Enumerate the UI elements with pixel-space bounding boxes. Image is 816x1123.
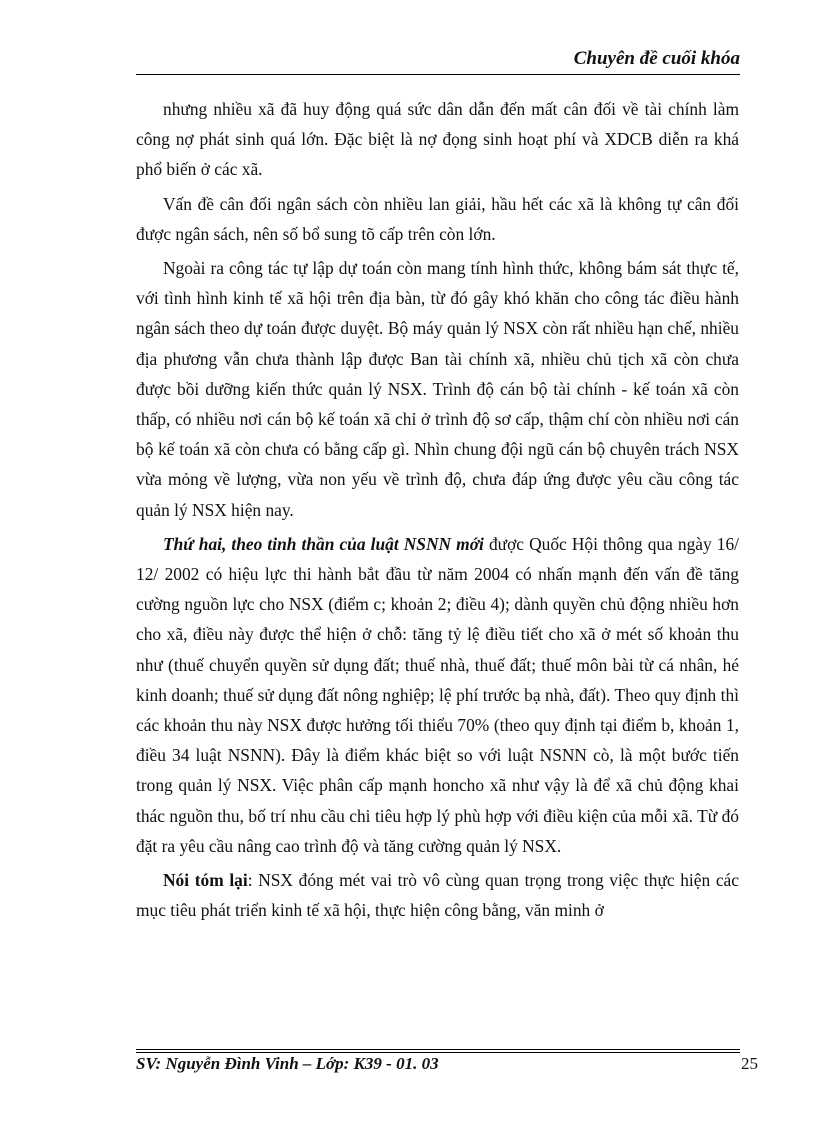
paragraph-text: Ngoài ra công tác tự lập dự toán còn mang tính hình thức, không bám sát thực tế, với tình hình kinh tế xã hội trên địa bàn, từ đó gây khó khăn cho công tác điều hành ngân sách theo dự toán được duyệt. Bộ máy quản lý NSX còn rất nhiều hạn chế, nhiều địa phương vẫn chưa thành lập được Ban tài chính xã, nhiều chủ tịch xã còn chưa được bồi dưỡng kiến thức quản lý NSX. Trình độ cán bộ tài chính - kế toán xã còn thấp, có nhiều nơi cán bộ kế toán xã chỉ ở trình độ sơ cấp, thậm chí còn nhiều nơi cán bộ kế toán xã còn chưa có bằng cấp gì. Nhìn chung đội ngũ cán bộ chuyên trách NSX vừa mỏng về lượng, vừa non yếu về trình độ, chưa đáp ứng được yêu cầu công tác quản lý NSX hiện nay.: [136, 258, 739, 520]
paragraph: [136, 253, 739, 525]
paragraph-text: được Quốc Hội thông qua ngày 16/ 12/ 2002 có hiệu lực thi hành bắt đầu từ năm 2004 có nhấn mạnh đến vấn đề tăng cường nguồn lực cho NSX (điểm c; khoản 2; điều 4); dành quyền chủ động nhiều hơn cho xã, điều này được thể hiện ở chỗ: tăng tỷ lệ điều tiết cho xã ở mét số khoản thu như (thuế chuyển quyền sử dụng đất; thuế nhà, thuế đất; thuế môn bài từ cá nhân, hé kinh doanh; thuế sử dụng đất nông nghiệp; lệ phí trước bạ nhà, đất). Theo quy định thì các khoản thu này NSX được hưởng tối thiểu 70% (theo quy định tại điểm b, khoản 1, điều 34 luật NSNN). Đây là điểm khác biệt so với luật NSNN cò, là một bước tiến trong quản lý NSX. Việc phân cấp mạnh honcho xã như vậy là để xã chủ động khai thác nguồn thu, bố trí nhu cầu chi tiêu hợp lý phù hợp với điều kiện của mỗi xã. Từ đó đặt ra yêu cầu nâng cao trình độ và tăng cường quản lý NSX.: [136, 533, 739, 856]
paragraph: [136, 94, 739, 185]
paragraph: [136, 529, 739, 861]
footer-author: SV: Nguyễn Đình Vinh – Lớp: K39 - 01. 03: [136, 1054, 439, 1073]
footer-divider: [136, 1049, 740, 1050]
running-header-title: Chuyên đề cuối khóa: [573, 48, 740, 69]
paragraph: [136, 189, 739, 249]
paragraph: [136, 865, 739, 925]
paragraph-text: : NSX đóng mét vai trò vô cùng quan trọng trong việc thực hiện các mục tiêu phát triển kinh tế xã hội, thực hiện công bằng, văn minh ở: [136, 870, 739, 921]
paragraph-lead-bold: Nói tóm lại: [163, 870, 248, 891]
paragraph-text: nhưng nhiều xã đã huy động quá sức dân dẫn đến mất cân đối về tài chính làm công nợ phát sinh quá lớn. Đặc biệt là nợ đọng sinh hoạt phí và XDCB diễn ra khá phổ biến ở các xã.: [136, 99, 739, 180]
paragraph-text: Vấn đề cân đối ngân sách còn nhiều lan giải, hầu hết các xã là không tự cân đối được ngân sách, nên số bổ sung tõ cấp trên còn lớn.: [136, 193, 739, 244]
footer-divider: [136, 1052, 740, 1053]
document-body: [136, 94, 739, 929]
page-number: 25: [741, 1054, 758, 1073]
paragraph-lead-bold: Thứ hai, theo tinh thần của luật NSNN mới: [163, 533, 484, 554]
header-divider: [136, 74, 740, 75]
